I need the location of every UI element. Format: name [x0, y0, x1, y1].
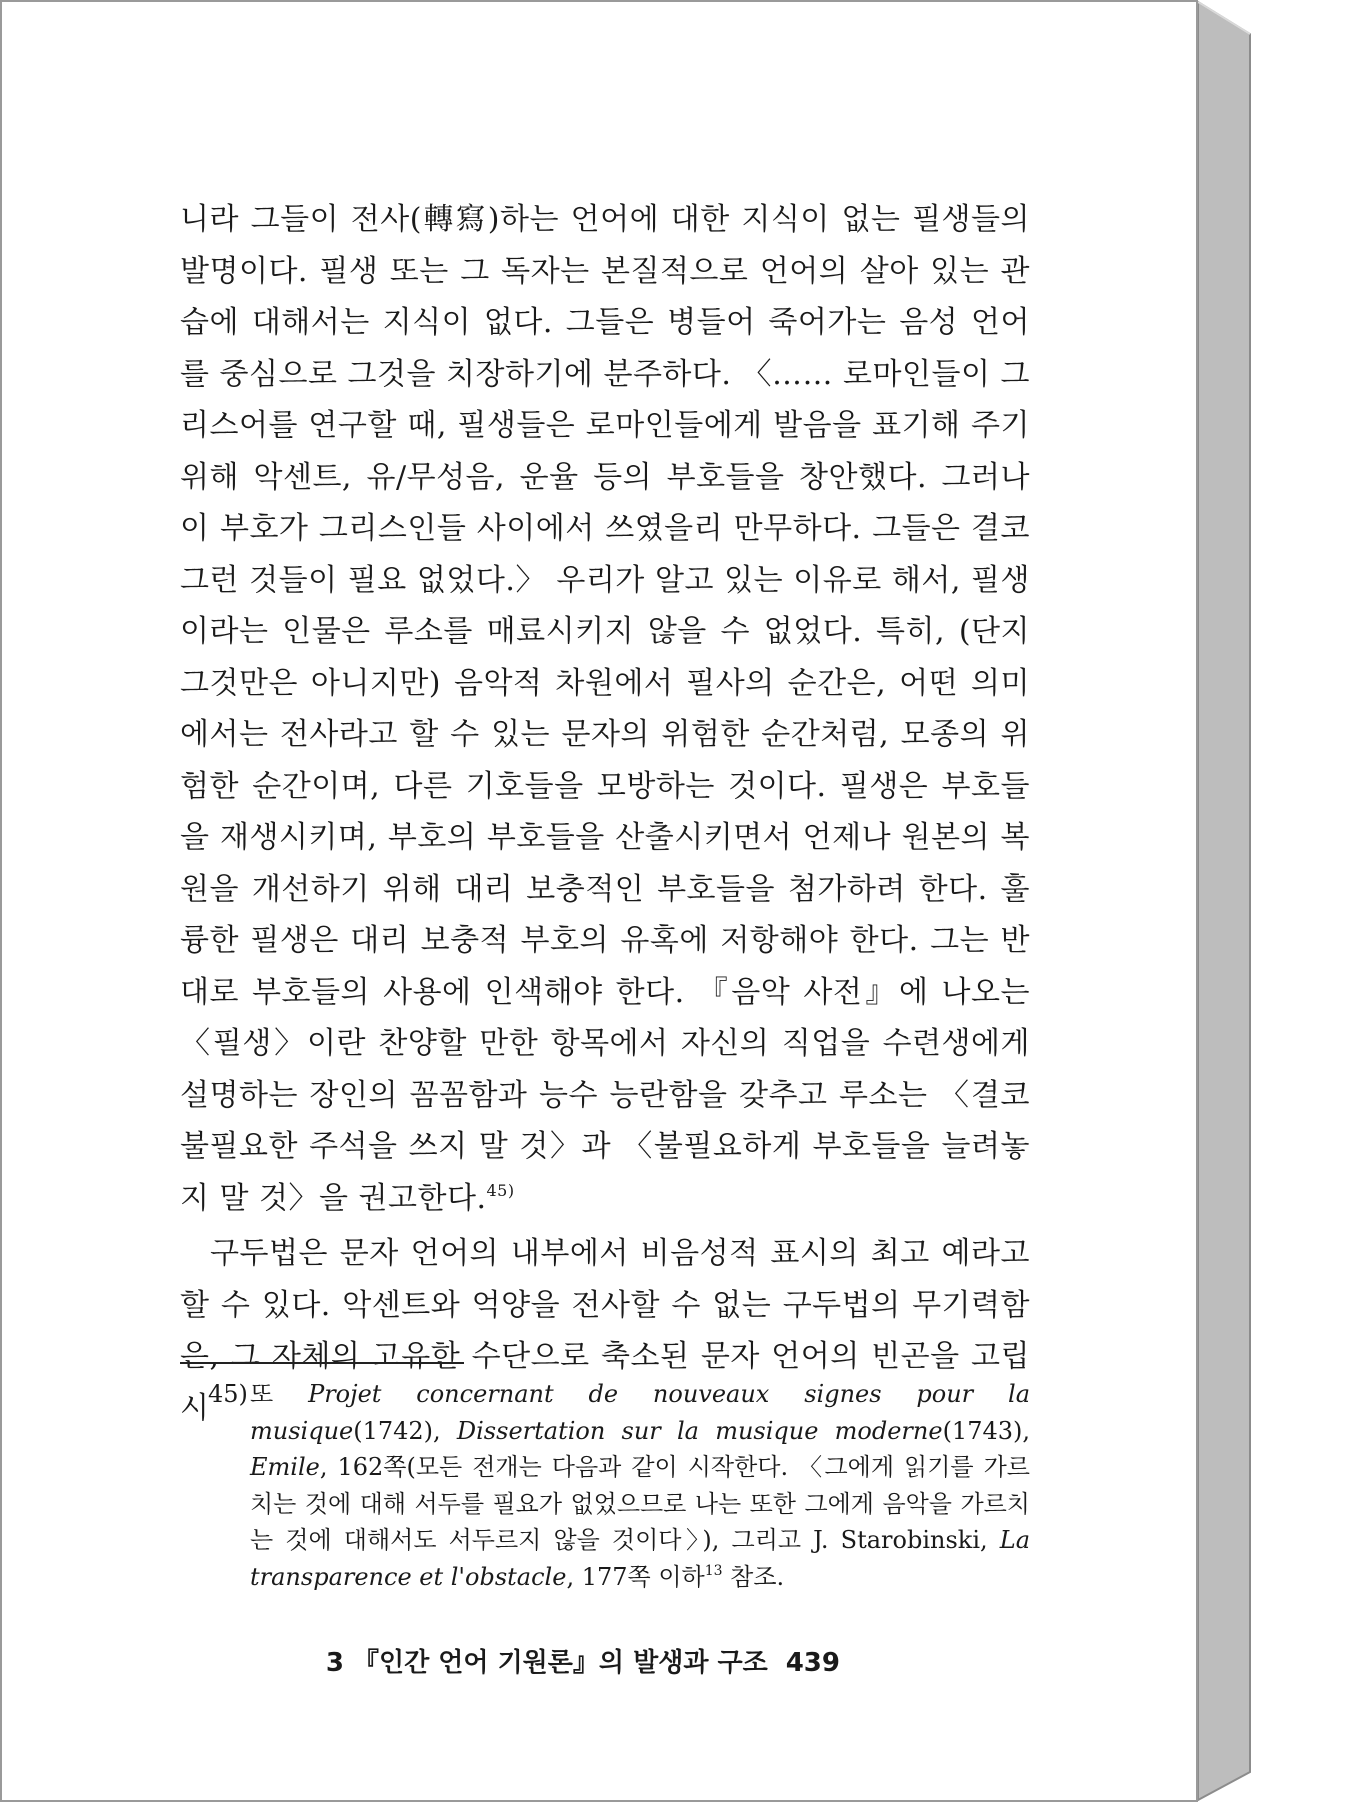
- book-edge: [1198, 0, 1254, 1802]
- footnote-text-part: 참조.: [722, 1562, 785, 1591]
- footnote-rule: [180, 1362, 464, 1364]
- footnote-text-part: , 177쪽 이하: [566, 1562, 705, 1591]
- footnote-text-part: (1743),: [942, 1416, 1030, 1445]
- book-thickness-shape: [1198, 0, 1254, 1802]
- footnote-title-italic: Dissertation sur la musique moderne: [456, 1416, 943, 1445]
- body-text: [180, 194, 1041, 1434]
- footnote-superscript: 13: [704, 1562, 723, 1579]
- footnote-number: 45): [208, 1380, 248, 1408]
- footnote-text-part: (1742),: [353, 1416, 457, 1445]
- footnote-title-italic: Emile: [250, 1453, 320, 1481]
- paragraph-1: [180, 194, 1041, 1224]
- paragraph-1-text: 니라 그들이 전사(轉寫)하는 언어에 대한 지식이 없는 필생들의 발명이다. 필생 또는 그 독자는 본질적으로 언어의 살아 있는 관습에 대해서는 지식이 없다. 그들은 병들어 죽어가는 음성 언어를 중심으로 그것을 치장하기에 분주하다. 〈…… 로마인들이 그리스어를 연구할 때, 필생들은 로마인들에게 발음을 표기해 주기 위해 악센트, 유/무성음, 운율 등의 부호들을 창안했다. 그러나 이 부호가 그리스인들 사이에서 쓰였을리 만무하다. 그들은 결코 그런 것들이 필요 없었다.〉 우리가 알고 있는 이유로 해서, 필생이라는 인물은 루소를 매료시키지 않을 수 없었다. 특히, (단지 그것만은 아니지만) 음악적 차원에서 필사의 순간은, 어떤 의미에서는 전사라고 할 수 있는 문자의 위험한 순간처럼, 모종의 위험한 순간이며, 다른 기호들을 모방하는 것이다. 필생은 부호들을 재생시키며, 부호의 부호들을 산출시키면서 언제나 원본의 복원을 개선하기 위해 대리 보충적인 부호들을 첨가하려 한다. 훌륭한 필생은 대리 보충적 부호의 유혹에 저항해야 한다. 그는 반대로 부호들의 사용에 인색해야 한다. 『음악 사전』에 나오는 〈필생〉이란 찬양할 만한 항목에서 자신의 직업을 수련생에게 설명하는 장인의 꼼꼼함과 능수 능란함을 갖추고 루소는 〈결코 불필요한 주석을 쓰지 말 것〉과 〈불필요하게 부호들을 늘려놓지 말 것〉을 권고한다.: [180, 202, 1041, 1216]
- paragraph-2: 구두법은 문자 언어의 내부에서 비음성적 표시의 최고 예라고 할 수 있다. 악센트와 억양을 전사할 수 없는 구두법의 무기력함은, 그 자체의 고유한 수단으로 축소된 문자 언어의 빈곤을 고립시: [180, 1236, 1041, 1426]
- page-number: 439: [785, 1648, 840, 1678]
- footnote-text: [236, 1376, 1030, 1595]
- footnote-title-italic: Projet concernant de nouveaux signes pour la musique: [250, 1380, 1030, 1445]
- footnote-text-part: , 162쪽(모든 전개는 다음과 같이 시작한다. 〈그에게 읽기를 가르치는 것에 대해 서두를 필요가 없었으므로 나는 또한 그에게 음악을 가르치는 것에 대해서도 서두르지 않을 것이다〉), 그리고 J. Starobinski,: [250, 1453, 1030, 1554]
- footnote-reference-45: 45): [486, 1180, 515, 1200]
- running-footer: [326, 1642, 840, 1679]
- footnote-text-part: 또: [250, 1380, 309, 1408]
- footnote-45: [180, 1376, 1030, 1595]
- running-footer-title: 3 『인간 언어 기원론』의 발생과 구조: [325, 1648, 768, 1678]
- footnote-title-italic: La transparence et l'obstacle: [250, 1526, 1030, 1591]
